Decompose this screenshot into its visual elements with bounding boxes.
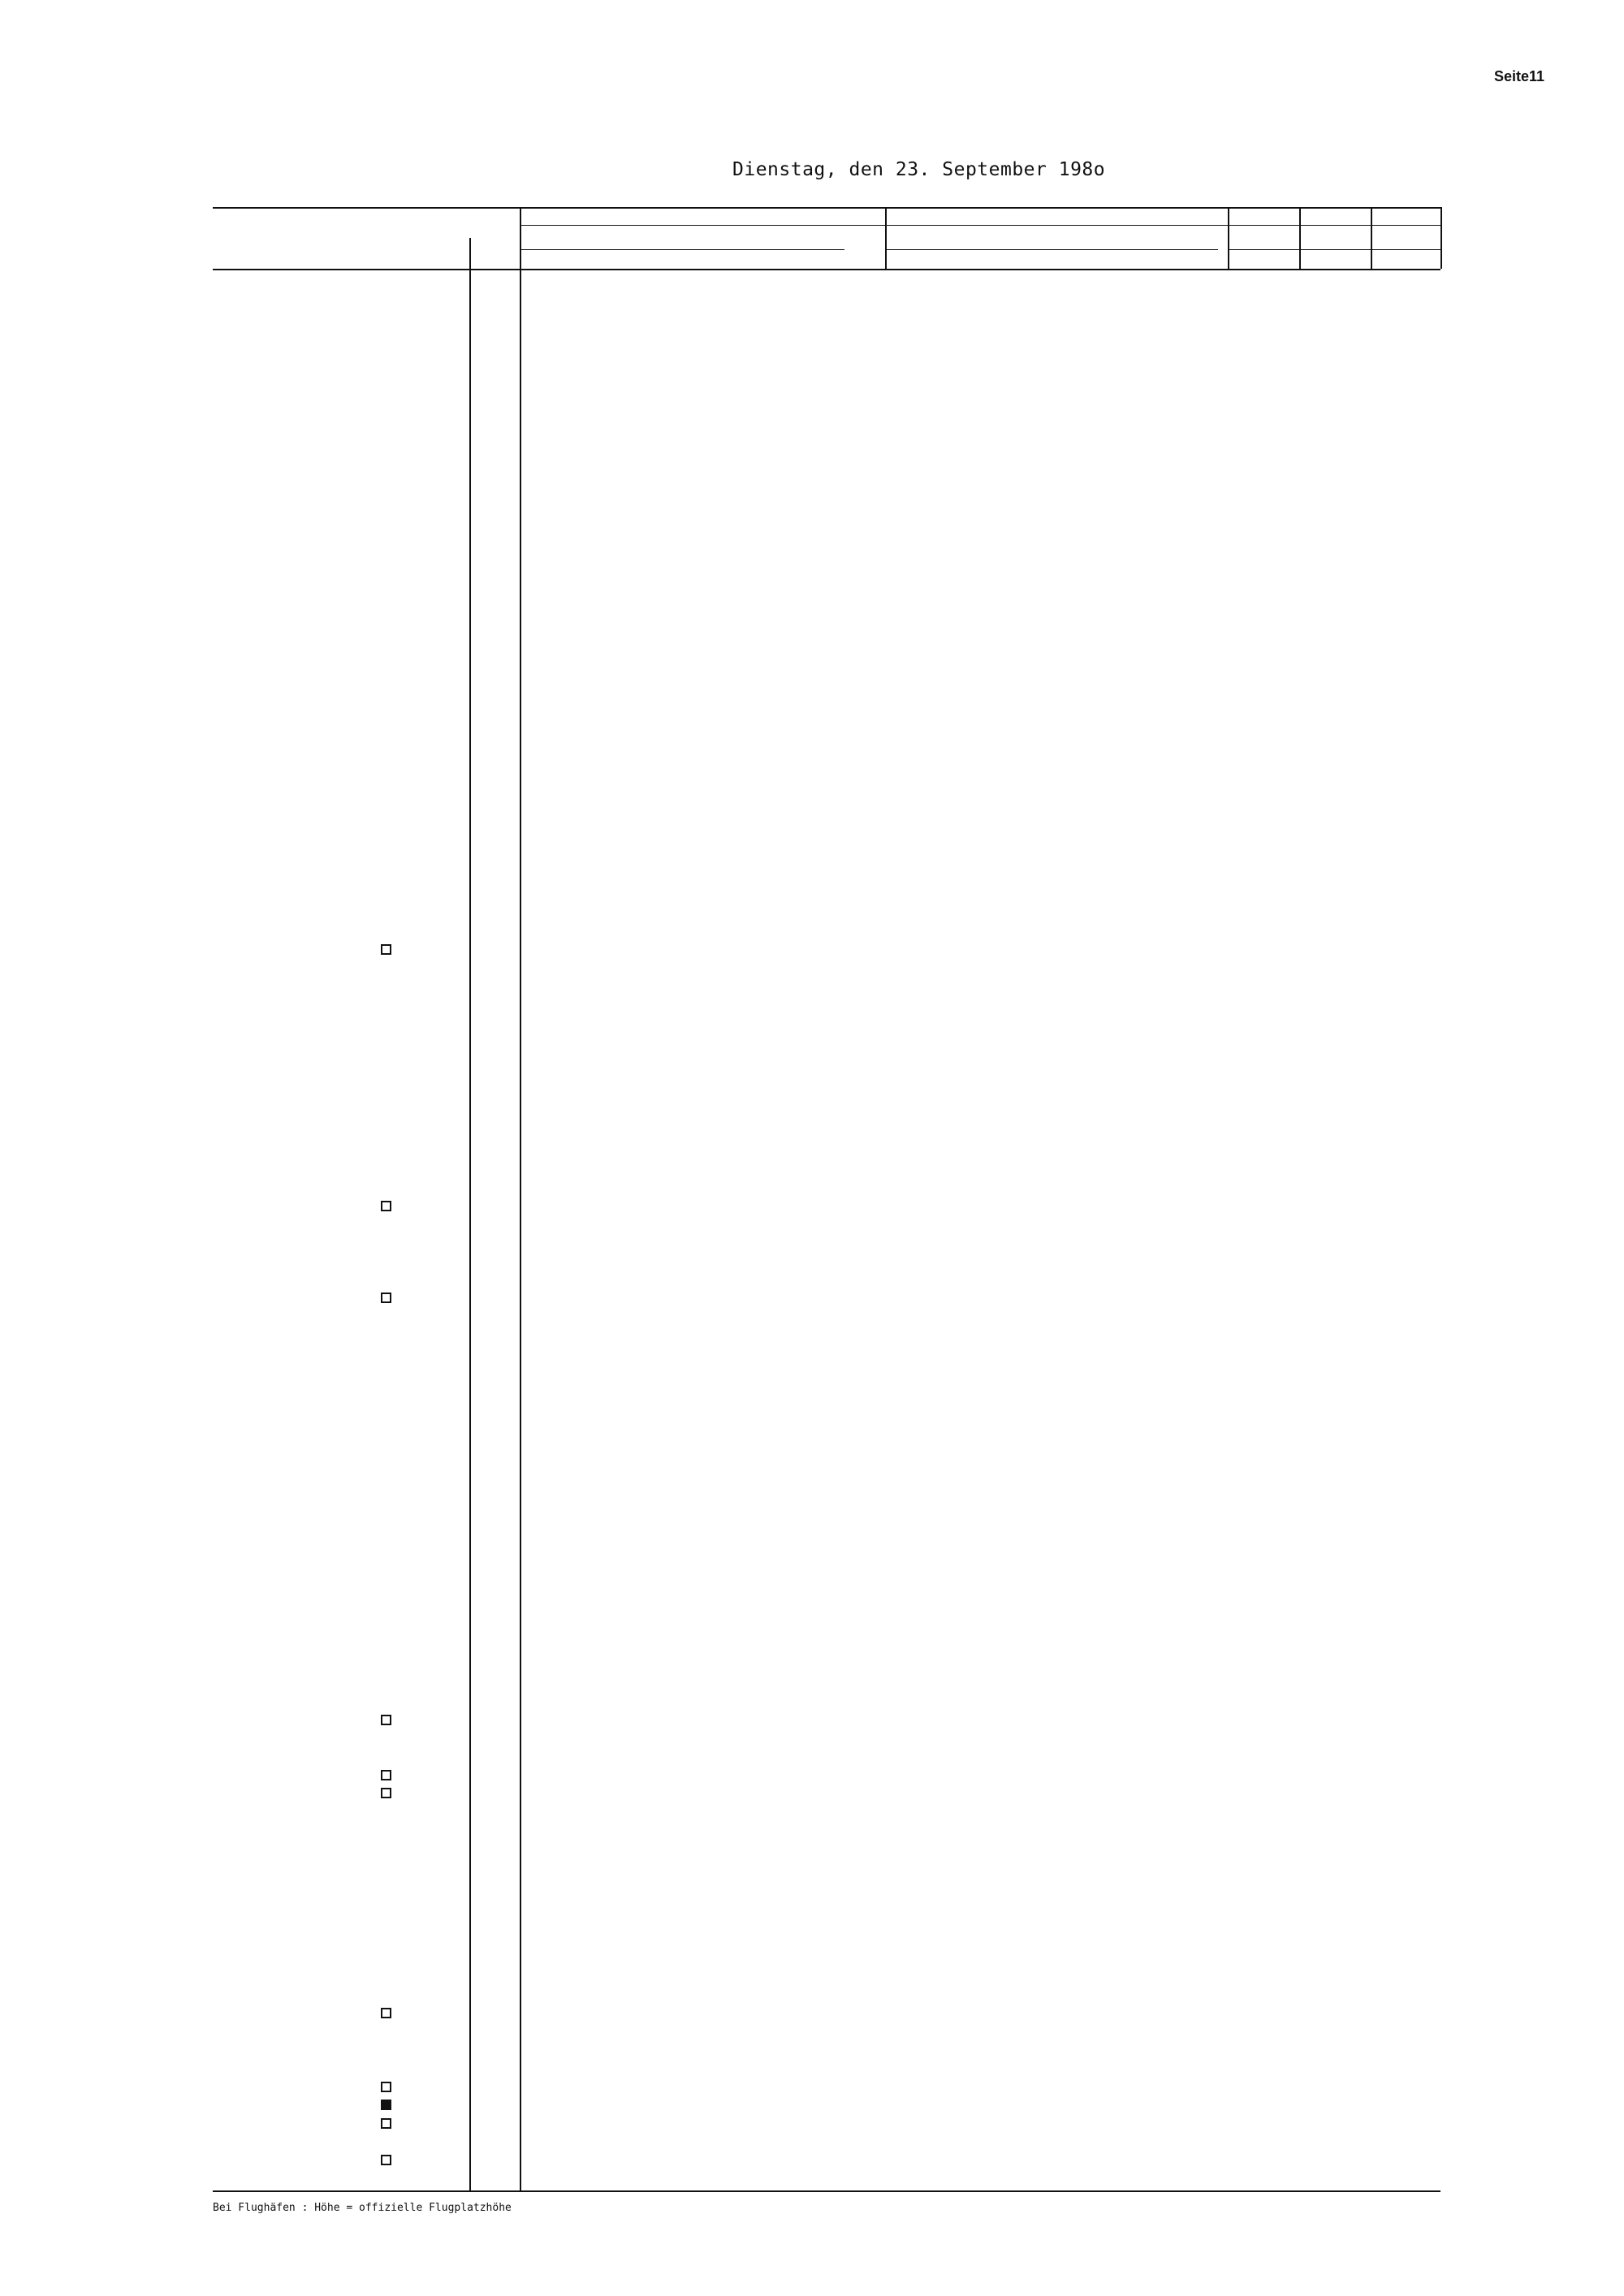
header-rule: [885, 249, 1218, 250]
footnote: Bei Flughäfen : Höhe = offizielle Flugplatzhöhe: [213, 2202, 512, 2214]
header-rule: [520, 225, 1440, 226]
column-rule: [520, 207, 521, 2191]
column-rule: [1299, 207, 1301, 269]
mountain-station-mark: [381, 1788, 391, 1798]
header-rule: [213, 207, 1440, 209]
column-rule: [469, 269, 471, 2191]
header-rule: [1228, 249, 1440, 250]
header-rule: [213, 269, 1440, 270]
mountain-station-mark: [381, 1715, 391, 1725]
page-number: Seite11: [1493, 68, 1544, 84]
column-rule: [885, 207, 887, 269]
mountain-station-mark: [381, 1770, 391, 1780]
mountain-station-mark: [381, 1293, 391, 1303]
table-bottom-rule: [213, 2190, 1440, 2192]
column-rule: [1228, 207, 1229, 269]
column-rule: [1440, 207, 1442, 269]
header-rule: [520, 249, 844, 250]
mountain-station-mark: [381, 944, 391, 955]
column-rule: [1371, 207, 1372, 269]
date-line: Dienstag, den 23. September 198o: [732, 159, 1106, 180]
summit-station-mark: [381, 2100, 391, 2110]
mountain-station-mark: [381, 2082, 391, 2092]
mountain-station-mark: [381, 2008, 391, 2018]
mountain-station-mark: [381, 2155, 391, 2165]
mountain-station-mark: [381, 2118, 391, 2129]
mountain-station-mark: [381, 1201, 391, 1211]
column-rule: [469, 238, 471, 269]
